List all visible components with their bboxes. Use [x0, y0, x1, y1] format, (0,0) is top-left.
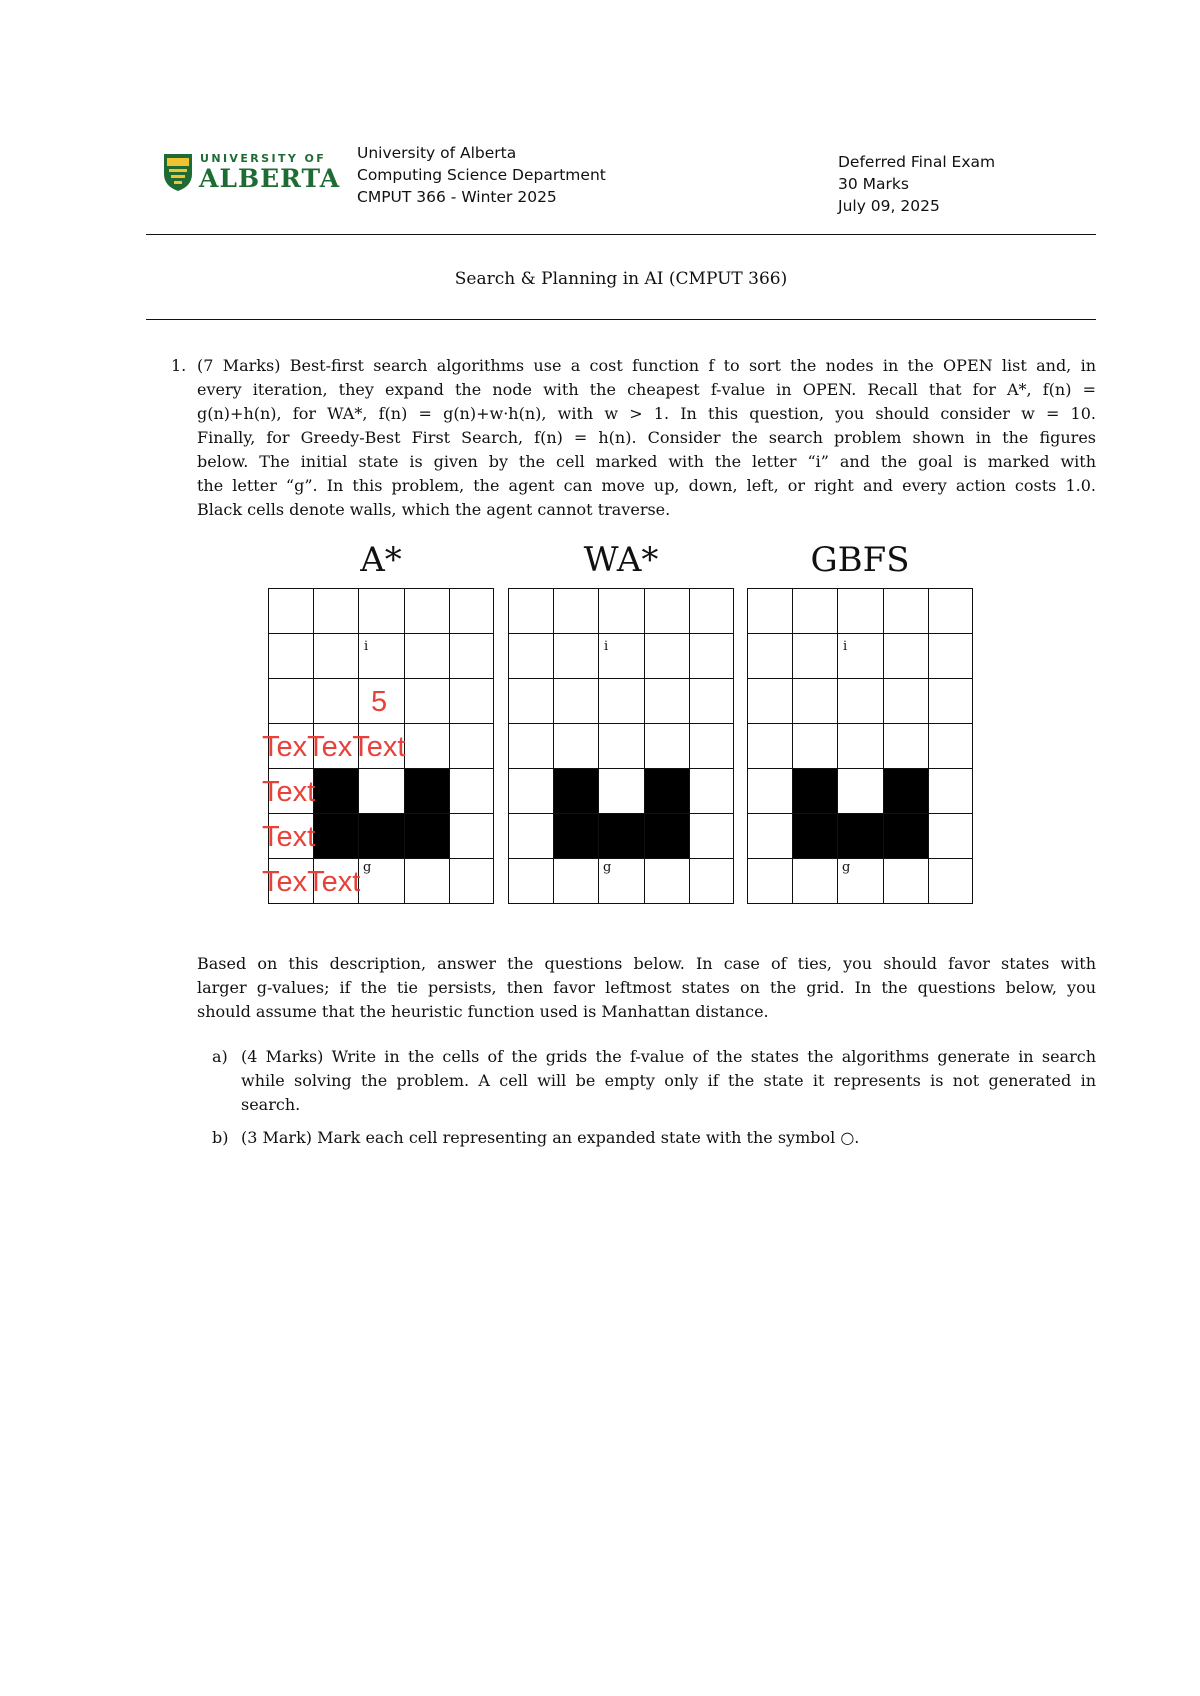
question-line: the letter “g”. In this problem, the agent can move up, down, left, or right and every action costs 1.0.	[197, 476, 1096, 495]
logo-line2: ALBERTA	[199, 164, 341, 193]
part-b-text	[241, 1126, 1096, 1150]
wall-cell	[358, 814, 404, 859]
grid-title-gbfs: GBFS	[810, 540, 910, 580]
wall-cell	[837, 814, 883, 859]
header-marks: 30 Marks	[838, 175, 909, 193]
wall-cell	[598, 814, 644, 859]
part-a-label: a)	[212, 1047, 228, 1066]
part-b-line: (3 Mark) Mark each cell representing an expanded state with the symbol ○.	[241, 1128, 860, 1147]
question-line: (7 Marks) Best-first search algorithms use a cost function f to sort the nodes in the OPEN list and, in	[197, 356, 1096, 375]
instruction-line: larger g-values; if the tie persists, then favor leftmost states on the grid. In the questions below, you	[197, 978, 1096, 997]
goal-marker: g	[363, 860, 372, 875]
part-a-line: while solving the problem. A cell will be empty only if the state it represents is not generated in	[241, 1071, 1096, 1090]
goal-marker: g	[603, 860, 612, 875]
header-date: July 09, 2025	[838, 197, 940, 215]
header-right	[838, 151, 995, 217]
header-left	[357, 142, 606, 208]
header-department: Computing Science Department	[357, 166, 606, 184]
wall-cell	[404, 769, 449, 859]
question-line: Black cells denote walls, which the agent cannot traverse.	[197, 500, 671, 519]
wall-cell	[553, 769, 598, 859]
initial-marker: i	[843, 639, 848, 654]
wall-cell	[792, 769, 837, 859]
question-text	[197, 354, 1096, 522]
instruction-line: should assume that the heuristic function used is Manhattan distance.	[197, 1002, 769, 1021]
instructions	[197, 952, 1096, 1024]
question-line: g(n)+h(n), for WA*, f(n) = g(n)+w·h(n), with w > 1. In this question, you should consider w = 10.	[197, 404, 1096, 423]
annotation-row4: TexTexText	[262, 731, 406, 763]
university-logo	[162, 150, 341, 196]
grid-wastar	[508, 588, 734, 904]
grid-gbfs	[747, 588, 973, 904]
crest-icon	[162, 152, 194, 192]
logo-line1: UNIVERSITY OF	[200, 152, 327, 165]
part-a-line: search.	[241, 1095, 301, 1114]
instruction-line: Based on this description, answer the questions below. In case of ties, you should favor states with	[197, 954, 1096, 973]
part-a-text	[241, 1045, 1096, 1117]
question-line: below. The initial state is given by the cell marked with the letter “i” and the goal is marked with	[197, 452, 1096, 471]
annotation-row7: TexText	[262, 866, 361, 898]
question-line: Finally, for Greedy-Best First Search, f(n) = h(n). Consider the search problem shown in the figures	[197, 428, 1096, 447]
grid-title-astar: A*	[360, 540, 402, 580]
part-a-line: (4 Marks) Write in the cells of the grids the f-value of the states the algorithms generate in search	[241, 1047, 1096, 1066]
question-number: 1.	[171, 356, 187, 375]
initial-marker: i	[604, 639, 609, 654]
top-rule	[146, 234, 1096, 235]
header-exam: Deferred Final Exam	[838, 153, 996, 171]
annotation-row6: Text	[262, 821, 316, 853]
annotation-five: 5	[371, 686, 388, 718]
part-b-label: b)	[212, 1128, 229, 1147]
wall-cell	[644, 769, 689, 859]
bottom-rule	[146, 319, 1096, 320]
annotation-row5: Text	[262, 776, 316, 808]
course-title: Search & Planning in AI (CMPUT 366)	[454, 269, 788, 289]
initial-marker: i	[364, 639, 369, 654]
header-university: University of Alberta	[357, 144, 517, 162]
wall-cell	[883, 769, 928, 859]
goal-marker: g	[842, 860, 851, 875]
question-line: every iteration, they expand the node with the cheapest f-value in OPEN. Recall that for A*, f(n) =	[197, 380, 1096, 399]
wall-cell	[313, 769, 358, 859]
grid-title-wastar: WA*	[583, 540, 659, 580]
header-course: CMPUT 366 - Winter 2025	[357, 188, 557, 206]
